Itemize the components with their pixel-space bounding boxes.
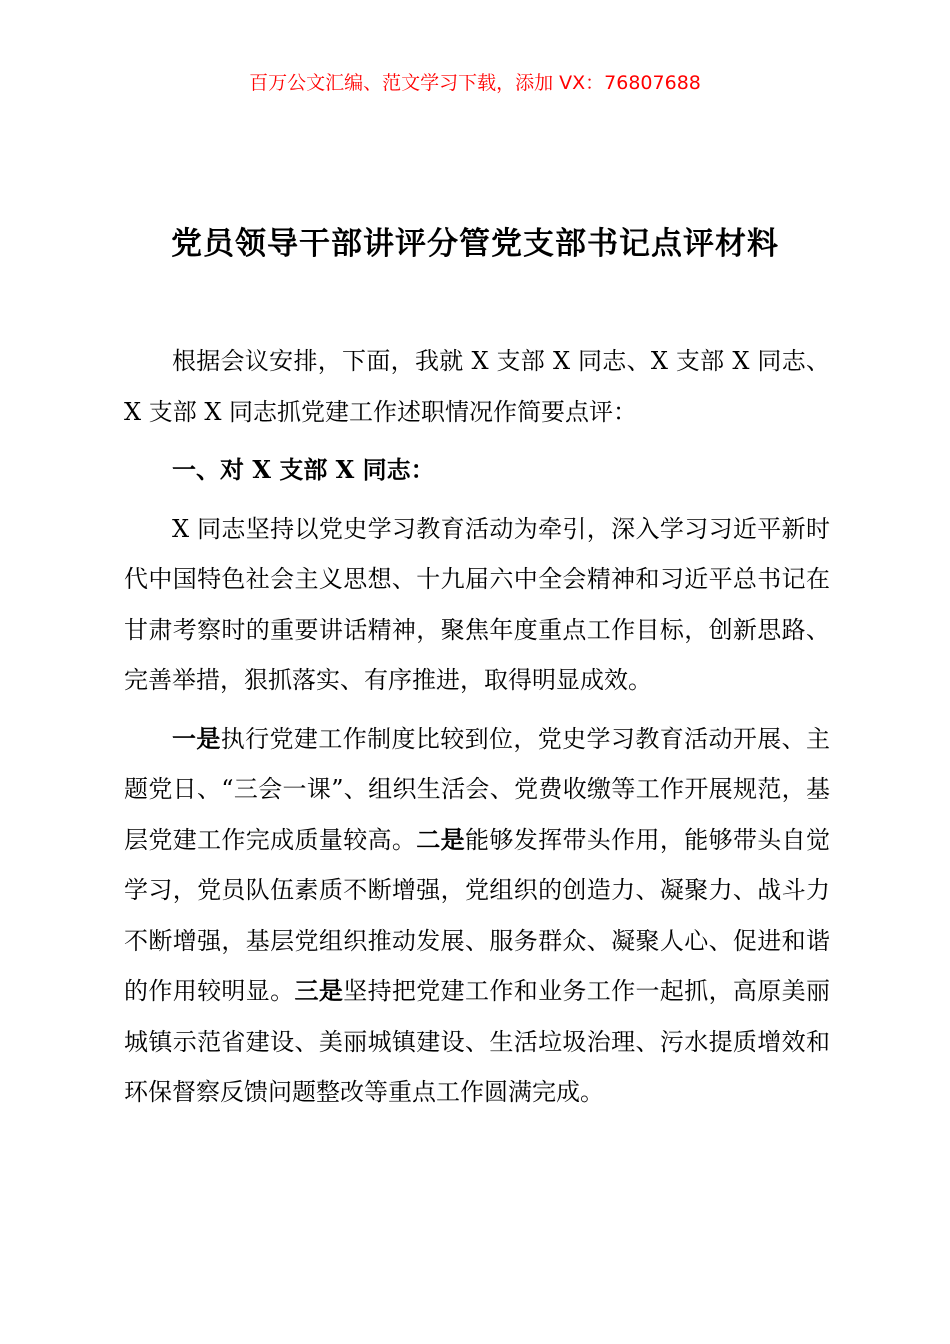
header-watermark-note: 百万公文汇编、范文学习下载，添加 VX：76807688: [249, 72, 701, 94]
points-paragraph: [124, 714, 830, 1118]
point-2-text: 能够发挥带头作用，能够带头自觉学习，党员队伍素质不断增强，党组织的创造力、凝聚力、战斗力不断增强，基层党组织推动发展、服务群众、凝聚人心、促进和谐的作用较明显。: [124, 825, 831, 1005]
document-body: [124, 336, 830, 1118]
point-2-label: 二是: [416, 824, 466, 854]
point-3-text: 坚持把党建工作和业务工作一起抓，高原美丽城镇示范省建设、美丽城镇建设、生活垃圾治理、污水提质增效和环保督察反馈问题整改等重点工作圆满完成。: [124, 977, 831, 1106]
section-heading: 一、对 X 支部 X 同志：: [172, 455, 435, 484]
document-title: 党员领导干部讲评分管党支部书记点评材料: [171, 226, 779, 262]
point-1-text: 执行党建工作制度比较到位，党史学习教育活动开展、主题党日、“三会一课”、组织生活会、党费收缴等工作开展规范，基层党建工作完成质量较高。: [124, 724, 831, 854]
intro-paragraph: 根据会议安排，下面，我就 X 支部 X 同志、X 支部 X 同志、X 支部 X 同志抓党建工作述职情况作简要点评：: [124, 347, 830, 426]
summary-paragraph: X 同志坚持以党史学习教育活动为牵引，深入学习习近平新时代中国特色社会主义思想、十九届六中全会精神和习近平总书记在甘肃考察时的重要讲话精神，聚焦年度重点工作目标，创新思路、完善举措，狠抓落实、有序推进，取得明显成效。: [124, 514, 830, 694]
point-3-label: 三是: [294, 976, 344, 1005]
point-1-label: 一是: [172, 723, 221, 753]
